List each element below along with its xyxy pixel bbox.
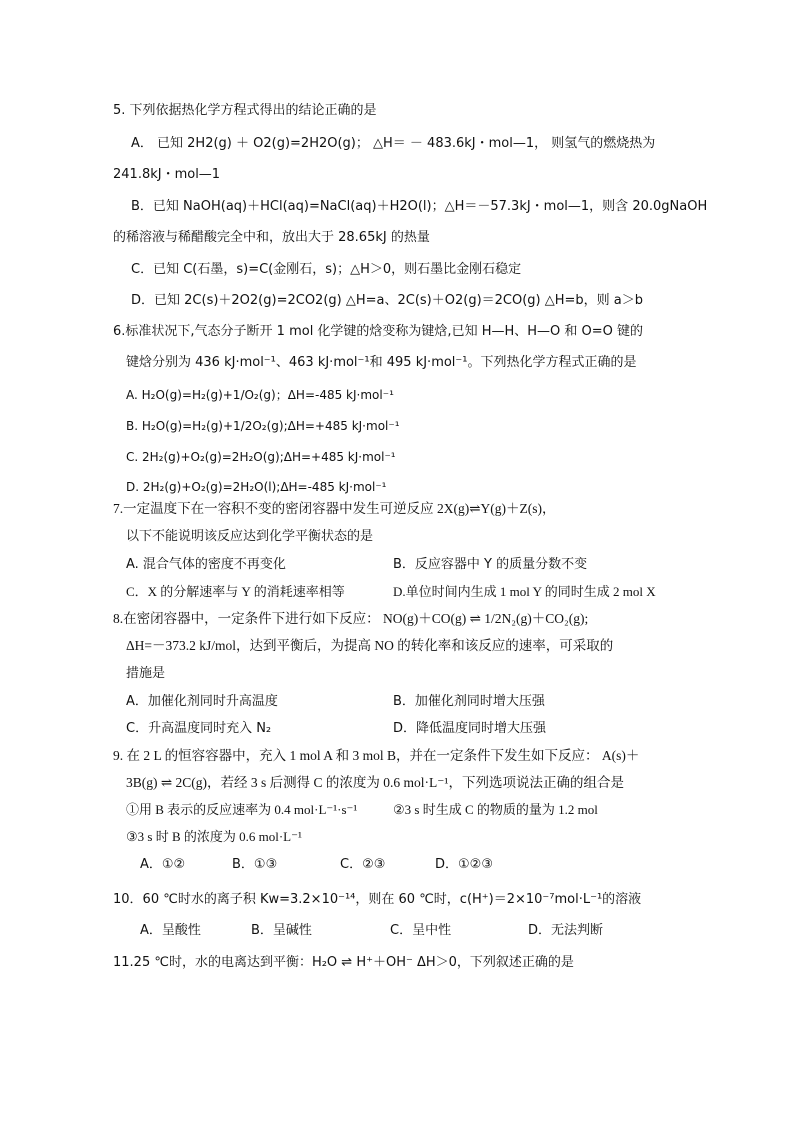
q9-statement-2: ②3 s 时生成 C 的物质的量为 1.2 mol [393, 802, 598, 817]
q9-option-d: D．①②③ [435, 857, 493, 872]
q10-option-a: A．呈酸性 [140, 923, 201, 938]
q7-option-d: D.单位时间内生成 1 mol Y 的同时生成 2 mol X [393, 584, 656, 599]
q9-option-b: B．①③ [232, 857, 278, 872]
q9-option-a: A．①② [140, 857, 186, 872]
q9-stem: 9. 在 2 L 的恒容容器中，充入 1 mol A 和 3 mol B，并在一定条件下发生如下反应： A(s)＋ [113, 748, 640, 763]
q8-option-c: C．升高温度同时充入 N₂ [126, 721, 272, 736]
q8-option-d: D．降低温度同时增大压强 [393, 721, 547, 736]
q5-option-d: D．已知 2C(s)＋2O2(g)=2CO2(g) △H=a、2C(s)＋O2(g)＝2CO(g) △H=b，则 a＞b [131, 293, 644, 308]
q5-option-a-cont: 241.8kJ・mol—1 [113, 167, 221, 182]
q6-stem-cont: 键焓分别为 436 kJ·mol⁻¹、463 kJ·mol⁻¹和 495 kJ·mol⁻¹。下列热化学方程式正确的是 [126, 355, 637, 370]
q7-option-b: B．反应容器中 Y 的质量分数不变 [393, 557, 588, 572]
q7-stem: 7.一定温度下在一容积不变的密闭容器中发生可逆反应 2X(g)⇌Y(g)＋Z(s)， [113, 501, 556, 516]
q5-option-b: B．已知 NaOH(aq)＋HCl(aq)=NaCl(aq)＋H2O(l)；△H＝－57.3kJ・mol—1，则含 20.0gNaOH [131, 199, 708, 214]
q9-stem-cont: 3B(g) ⇌ 2C(g)，若经 3 s 后测得 C 的浓度为 0.6 mol·L⁻¹，下列选项说法正确的组合是 [126, 775, 624, 790]
q6-option-d: D. 2H₂(g)+O₂(g)=2H₂O(l);ΔH=-485 kJ·mol⁻¹ [126, 480, 387, 494]
q7-option-a: A. 混合气体的密度不再变化 [126, 557, 286, 572]
q6-option-a: A. H₂O(g)=H₂(g)+1/O₂(g)；ΔH=-485 kJ·mol⁻¹ [126, 388, 394, 402]
q5-option-c: C．已知 C(石墨，s)=C(金刚石，s)；△H＞0，则石墨比金刚石稳定 [131, 262, 522, 277]
q9-statement-1: ①用 B 表示的反应速率为 0.4 mol·L⁻¹·s⁻¹ [126, 802, 358, 817]
q9-option-c: C．②③ [340, 857, 386, 872]
q7-option-c: C．X 的分解速率与 Y 的消耗速率相等 [126, 584, 345, 599]
q10-stem: 10．60 ℃时水的离子积 Kw=3.2×10⁻¹⁴，则在 60 ℃时，c(H⁺)＝2×10⁻⁷mol·L⁻¹的溶液 [113, 892, 642, 907]
q6-stem: 6.标准状况下,气态分子断开 1 mol 化学键的焓变称为键焓,已知 H—H、H—O 和 O=O 键的 [113, 324, 644, 339]
q10-option-d: D．无法判断 [528, 923, 604, 938]
q8-option-a: A．加催化剂同时升高温度 [126, 694, 278, 709]
q8-stem-cont: ΔH=－373.2 kJ/mol，达到平衡后，为提高 NO 的转化率和该反应的速率，可采取的 [126, 638, 614, 653]
q5-stem: 5. 下列依据热化学方程式得出的结论正确的是 [113, 103, 377, 118]
q6-option-c: C. 2H₂(g)+O₂(g)=2H₂O(g);ΔH=+485 kJ·mol⁻¹ [126, 450, 396, 464]
q5-option-b-cont: 的稀溶液与稀醋酸完全中和，放出大于 28.65kJ 的热量 [113, 230, 430, 245]
q8-option-b: B．加催化剂同时增大压强 [393, 694, 545, 709]
q6-option-b: B. H₂O(g)=H₂(g)+1/2O₂(g);ΔH=+485 kJ·mol⁻¹ [126, 419, 400, 433]
q8-stem-cont2: 措施是 [126, 666, 166, 681]
q8-stem: 8.在密闭容器中，一定条件下进行如下反应： NO(g)＋CO(g) ⇌ 1/2N₂(g)＋CO₂(g); [113, 611, 589, 626]
q10-option-c: C．呈中性 [390, 923, 452, 938]
q5-option-a: A． 已知 2H2(g) ＋ O2(g)=2H2O(g)； △H＝ － 483.6kJ・mol—1， 则氢气的燃烧热为 [131, 136, 656, 151]
q7-stem-cont: 以下不能说明该反应达到化学平衡状态的是 [126, 529, 374, 544]
q11-stem: 11.25 ℃时，水的电离达到平衡：H₂O ⇌ H⁺＋OH⁻ ΔH＞0，下列叙述正确的是 [113, 955, 574, 970]
q10-option-b: B．呈碱性 [251, 923, 312, 938]
q9-statement-3: ③3 s 时 B 的浓度为 0.6 mol·L⁻¹ [126, 829, 302, 844]
